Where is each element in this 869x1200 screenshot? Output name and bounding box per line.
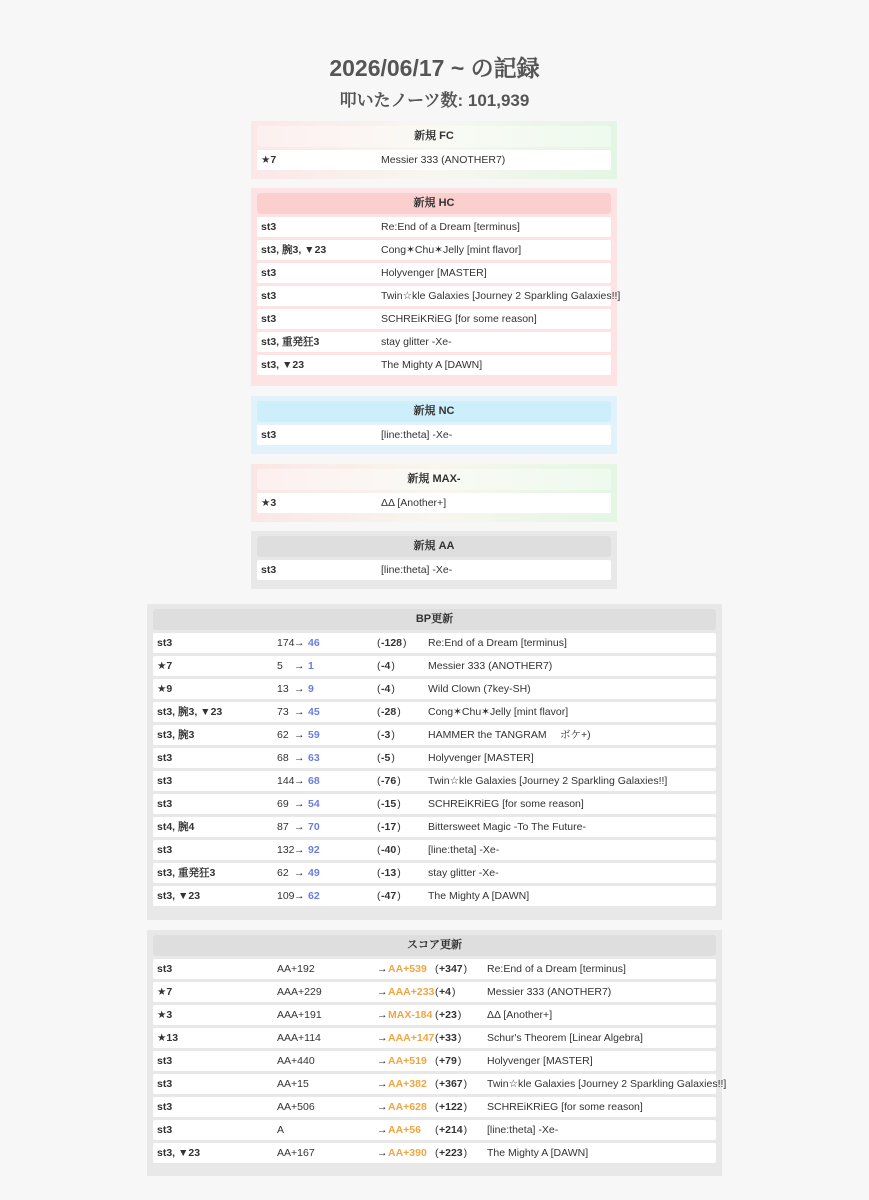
level-label: st3 — [261, 564, 277, 576]
new-max-rows — [257, 493, 611, 513]
song-title: Cong✶Chu✶Jelly [mint flavor] — [381, 244, 522, 256]
score-diff: +79 — [439, 1055, 457, 1067]
level-label: st3, 腕3, ▼23 — [157, 706, 223, 718]
song-title: Holyvenger [MASTER] — [428, 752, 534, 764]
song-title: [line:theta] -Xe- — [487, 1124, 559, 1136]
song-title: Messier 333 (ANOTHER7) — [428, 660, 553, 672]
score-diff: +122 — [439, 1101, 463, 1113]
diff-close-paren: ) — [463, 1078, 468, 1090]
diff-open-paren: ( — [377, 683, 381, 695]
arrow-icon: → — [294, 798, 305, 810]
level-label: st3 — [157, 1124, 173, 1136]
arrow-icon: → — [294, 867, 305, 879]
new-bp: 54 — [308, 798, 320, 810]
diff-open-paren: ( — [435, 1147, 439, 1159]
bp-diff: -47 — [381, 890, 397, 902]
diff-open-paren: ( — [377, 775, 381, 787]
level-label: st3 — [157, 1078, 173, 1090]
bp-row — [153, 886, 716, 906]
arrow-icon: → — [294, 821, 305, 833]
diff-close-paren: ) — [451, 986, 456, 998]
level-label: st3 — [261, 290, 277, 302]
song-title: Messier 333 (ANOTHER7) — [381, 154, 506, 166]
level-label: st3, ▼23 — [157, 1147, 201, 1159]
old-score: AA+192 — [277, 963, 315, 975]
bp-row — [153, 794, 716, 814]
level-label: st3, ▼23 — [157, 890, 201, 902]
page-title: 2026/06/17 ~ の記録 — [329, 55, 540, 81]
old-bp: 68 — [277, 752, 289, 764]
arrow-icon: → — [294, 706, 305, 718]
level-label: ★7 — [261, 154, 277, 166]
new-aa-panel — [251, 531, 617, 589]
score-row — [153, 1051, 716, 1071]
new-score: AA+628 — [388, 1101, 427, 1113]
arrow-icon: → — [294, 752, 305, 764]
diff-open-paren: ( — [435, 1124, 439, 1136]
level-label: ★13 — [157, 1032, 179, 1044]
diff-close-paren: ) — [397, 706, 401, 718]
new-bp: 1 — [308, 660, 314, 672]
score-row — [153, 1005, 716, 1025]
score-diff: +214 — [439, 1124, 463, 1136]
list-item — [257, 425, 611, 445]
new-hc-header: 新規 HC — [257, 193, 611, 214]
arrow-icon: → — [377, 1101, 388, 1113]
list-item — [257, 286, 621, 306]
level-label: st3 — [157, 1055, 173, 1067]
arrow-icon: → — [294, 683, 305, 695]
bp-diff: -5 — [381, 752, 391, 764]
diff-close-paren: ) — [391, 752, 395, 764]
new-aa-rows — [257, 560, 611, 580]
diff-open-paren: ( — [377, 798, 381, 810]
diff-close-paren: ) — [397, 844, 401, 856]
bp-diff: -40 — [381, 844, 397, 856]
bp-row — [153, 702, 716, 722]
old-score: AAA+229 — [277, 986, 322, 998]
diff-close-paren: ) — [457, 1032, 462, 1044]
song-title: ΔΔ [Another+] — [487, 1009, 553, 1021]
song-title: SCHREiKRiEG [for some reason] — [381, 313, 537, 325]
diff-open-paren: ( — [377, 637, 381, 649]
score-diff: +367 — [439, 1078, 463, 1090]
new-bp: 62 — [308, 890, 320, 902]
old-score: A — [277, 1124, 285, 1136]
song-title: The Mighty A [DAWN] — [428, 890, 530, 902]
diff-close-paren: ) — [463, 963, 468, 975]
song-title: SCHREiKRiEG [for some reason] — [487, 1101, 643, 1113]
diff-close-paren: ) — [463, 1124, 468, 1136]
song-title: SCHREiKRiEG [for some reason] — [428, 798, 584, 810]
bp-update-header: BP更新 — [153, 609, 716, 630]
diff-open-paren: ( — [435, 1009, 439, 1021]
list-item — [257, 493, 611, 513]
old-score: AA+15 — [277, 1078, 309, 1090]
level-label: st4, 腕4 — [157, 821, 195, 833]
diff-open-paren: ( — [377, 821, 381, 833]
old-bp: 73 — [277, 706, 289, 718]
new-score: MAX-184 — [388, 1009, 433, 1021]
new-max-header: 新規 MAX- — [257, 469, 611, 490]
arrow-icon: → — [294, 775, 305, 787]
old-bp: 144 — [277, 775, 295, 787]
bp-row — [153, 725, 716, 745]
score-update-header: スコア更新 — [153, 935, 716, 956]
new-score: AAA+233 — [388, 986, 435, 998]
new-score: AA+56 — [388, 1124, 421, 1136]
arrow-icon: → — [377, 1147, 388, 1159]
diff-close-paren: ) — [457, 1055, 462, 1067]
level-label: st3, 重発狂3 — [157, 867, 216, 879]
old-bp: 5 — [277, 660, 283, 672]
arrow-icon: → — [294, 844, 305, 856]
song-title: Schur's Theorem [Linear Algebra] — [487, 1032, 643, 1044]
new-nc-header: 新規 NC — [257, 401, 611, 422]
song-title: Twin☆kle Galaxies [Journey 2 Sparkling Galaxies!!] — [487, 1078, 727, 1090]
level-label: ★3 — [157, 1009, 173, 1021]
bp-diff: -4 — [381, 683, 391, 695]
new-bp: 46 — [308, 637, 320, 649]
song-title: Messier 333 (ANOTHER7) — [487, 986, 612, 998]
notes-count: 叩いたノーツ数: 101,939 — [339, 91, 530, 110]
arrow-icon: → — [377, 1055, 388, 1067]
level-label: st3 — [261, 221, 277, 233]
song-title: The Mighty A [DAWN] — [487, 1147, 589, 1159]
bp-update-panel — [147, 604, 722, 920]
old-score: AA+440 — [277, 1055, 315, 1067]
score-update-panel — [147, 930, 727, 1176]
old-bp: 174 — [277, 637, 295, 649]
arrow-icon: → — [294, 729, 305, 741]
song-title: Wild Clown (7key-SH) — [428, 683, 531, 695]
level-label: st3 — [261, 267, 277, 279]
bp-diff: -3 — [381, 729, 391, 741]
new-bp: 70 — [308, 821, 320, 833]
bp-diff: -13 — [381, 867, 397, 879]
new-fc-rows — [257, 150, 611, 170]
score-row — [153, 1097, 716, 1117]
level-label: st3 — [157, 637, 173, 649]
diff-close-paren: ) — [397, 890, 401, 902]
diff-close-paren: ) — [397, 798, 401, 810]
score-row — [153, 1143, 716, 1163]
new-aa-header: 新規 AA — [257, 536, 611, 557]
song-title: stay glitter -Xe- — [428, 867, 499, 879]
diff-close-paren: ) — [391, 729, 395, 741]
level-label: st3 — [157, 844, 173, 856]
new-bp: 9 — [308, 683, 314, 695]
bp-row — [153, 748, 716, 768]
bp-row — [153, 817, 716, 837]
diff-open-paren: ( — [377, 729, 381, 741]
score-diff: +23 — [439, 1009, 457, 1021]
new-bp: 63 — [308, 752, 320, 764]
score-row — [153, 1074, 727, 1094]
new-bp: 49 — [308, 867, 320, 879]
song-title: Bittersweet Magic -To The Future- — [428, 821, 586, 833]
level-label: st3 — [157, 963, 173, 975]
song-title: stay glitter -Xe- — [381, 336, 452, 348]
level-label: st3, 腕3, ▼23 — [261, 244, 327, 256]
score-row — [153, 1028, 716, 1048]
diff-close-paren: ) — [403, 637, 407, 649]
score-row — [153, 959, 716, 979]
song-title: Cong✶Chu✶Jelly [mint flavor] — [428, 706, 569, 718]
bp-row — [153, 679, 716, 699]
list-item — [257, 150, 611, 170]
arrow-icon: → — [377, 963, 388, 975]
level-label: st3, 腕3 — [157, 729, 195, 741]
old-score: AA+167 — [277, 1147, 315, 1159]
bp-row — [153, 656, 716, 676]
bp-diff: -17 — [381, 821, 397, 833]
bp-diff: -128 — [381, 637, 403, 649]
new-hc-rows — [257, 217, 621, 375]
old-bp: 62 — [277, 867, 289, 879]
list-item — [257, 560, 611, 580]
bp-diff: -15 — [381, 798, 397, 810]
arrow-icon: → — [294, 890, 305, 902]
old-score: AA+506 — [277, 1101, 315, 1113]
new-score: AA+539 — [388, 963, 427, 975]
arrow-icon: → — [377, 1078, 388, 1090]
bp-diff: -4 — [381, 660, 391, 672]
level-label: st3 — [157, 1101, 173, 1113]
level-label: st3 — [261, 429, 277, 441]
arrow-icon: → — [377, 986, 388, 998]
score-diff: +347 — [439, 963, 463, 975]
new-bp: 45 — [308, 706, 320, 718]
score-diff: +223 — [439, 1147, 463, 1159]
arrow-icon: → — [294, 637, 305, 649]
diff-open-paren: ( — [435, 1078, 439, 1090]
bp-update-rows — [153, 633, 716, 906]
diff-open-paren: ( — [377, 660, 381, 672]
song-title: [line:theta] -Xe- — [381, 564, 453, 576]
new-bp: 92 — [308, 844, 320, 856]
song-title: [line:theta] -Xe- — [381, 429, 453, 441]
song-title: The Mighty A [DAWN] — [381, 359, 483, 371]
bp-diff: -28 — [381, 706, 397, 718]
new-bp: 59 — [308, 729, 320, 741]
old-score: AAA+114 — [277, 1032, 321, 1044]
diff-open-paren: ( — [435, 986, 439, 998]
diff-open-paren: ( — [435, 1055, 439, 1067]
list-item — [257, 309, 611, 329]
bp-row — [153, 633, 716, 653]
bp-row — [153, 771, 716, 791]
diff-open-paren: ( — [435, 1032, 439, 1044]
song-title: ΔΔ [Another+] — [381, 497, 447, 509]
diff-close-paren: ) — [397, 867, 401, 879]
song-title: Re:End of a Dream [terminus] — [381, 221, 520, 233]
level-label: st3 — [157, 798, 173, 810]
diff-open-paren: ( — [377, 867, 381, 879]
old-score: AAA+191 — [277, 1009, 322, 1021]
song-title: Twin☆kle Galaxies [Journey 2 Sparkling Galaxies!!] — [428, 775, 668, 787]
bp-row — [153, 840, 716, 860]
new-hc-panel — [251, 188, 621, 386]
new-score: AA+519 — [388, 1055, 427, 1067]
diff-close-paren: ) — [457, 1009, 462, 1021]
diff-open-paren: ( — [435, 1101, 439, 1113]
level-label: ★7 — [157, 986, 173, 998]
level-label: st3 — [261, 313, 277, 325]
level-label: ★7 — [157, 660, 173, 672]
diff-open-paren: ( — [435, 963, 439, 975]
arrow-icon: → — [377, 1124, 388, 1136]
diff-close-paren: ) — [391, 683, 395, 695]
score-diff: +4 — [439, 986, 451, 998]
new-score: AA+390 — [388, 1147, 427, 1159]
old-bp: 13 — [277, 683, 289, 695]
diff-close-paren: ) — [397, 775, 401, 787]
bp-row — [153, 863, 716, 883]
old-bp: 132 — [277, 844, 295, 856]
song-title: Twin☆kle Galaxies [Journey 2 Sparkling Galaxies!!] — [381, 290, 621, 302]
bp-diff: -76 — [381, 775, 397, 787]
arrow-icon: → — [377, 1032, 388, 1044]
arrow-icon: → — [294, 660, 305, 672]
diff-open-paren: ( — [377, 890, 381, 902]
new-fc-panel — [251, 121, 617, 179]
new-nc-rows — [257, 425, 611, 445]
old-bp: 87 — [277, 821, 289, 833]
new-score: AAA+147 — [388, 1032, 435, 1044]
old-bp: 109 — [277, 890, 295, 902]
list-item — [257, 240, 611, 260]
new-max-panel — [251, 464, 617, 522]
level-label: st3 — [157, 752, 173, 764]
song-title: [line:theta] -Xe- — [428, 844, 500, 856]
diff-close-paren: ) — [463, 1147, 468, 1159]
level-label: ★3 — [261, 497, 277, 509]
old-bp: 69 — [277, 798, 289, 810]
new-score: AA+382 — [388, 1078, 427, 1090]
song-title: Re:End of a Dream [terminus] — [487, 963, 626, 975]
level-label: st3 — [157, 775, 173, 787]
new-nc-panel — [251, 396, 617, 454]
song-title: Holyvenger [MASTER] — [381, 267, 487, 279]
list-item — [257, 263, 611, 283]
new-fc-header: 新規 FC — [257, 126, 611, 147]
list-item — [257, 217, 611, 237]
score-update-rows — [153, 959, 727, 1163]
level-label: st3, 重発狂3 — [261, 336, 320, 348]
song-title: Holyvenger [MASTER] — [487, 1055, 593, 1067]
diff-open-paren: ( — [377, 706, 381, 718]
diff-close-paren: ) — [397, 821, 401, 833]
level-label: st3, ▼23 — [261, 359, 305, 371]
song-title: HAMMER the TANGRAM ボケ+) — [428, 729, 591, 741]
diff-open-paren: ( — [377, 752, 381, 764]
list-item — [257, 355, 611, 375]
diff-open-paren: ( — [377, 844, 381, 856]
score-diff: +33 — [439, 1032, 457, 1044]
diff-close-paren: ) — [463, 1101, 468, 1113]
list-item — [257, 332, 611, 352]
score-row — [153, 1120, 716, 1140]
arrow-icon: → — [377, 1009, 388, 1021]
diff-close-paren: ) — [391, 660, 395, 672]
song-title: Re:End of a Dream [terminus] — [428, 637, 567, 649]
old-bp: 62 — [277, 729, 289, 741]
level-label: ★9 — [157, 683, 173, 695]
new-bp: 68 — [308, 775, 320, 787]
score-row — [153, 982, 716, 1002]
